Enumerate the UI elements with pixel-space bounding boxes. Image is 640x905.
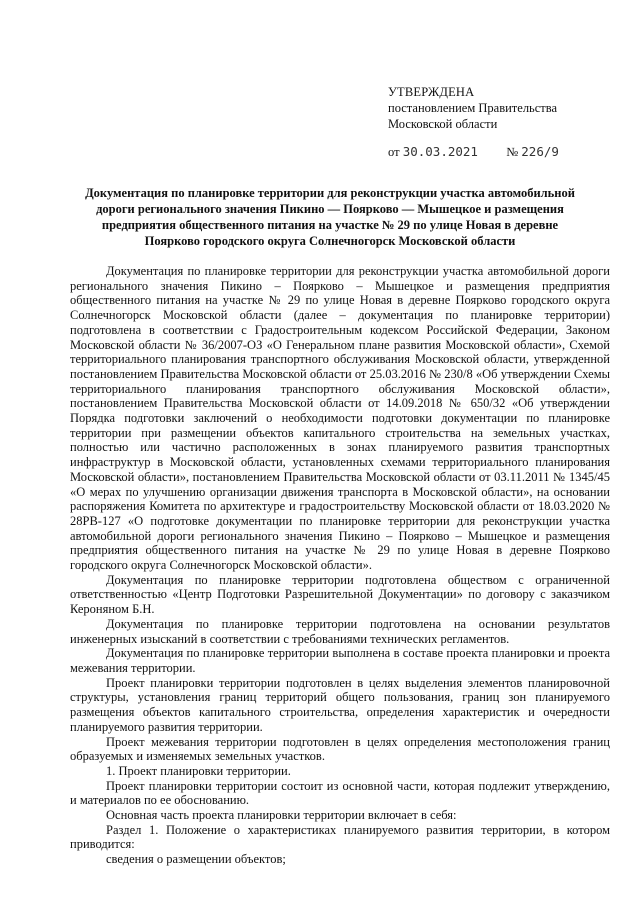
paragraph: Раздел 1. Положение о характеристиках планируемого развития территории, в котором приводится: [70, 822, 610, 852]
paragraph: Основная часть проекта планировки территории включает в себя: [106, 808, 457, 823]
approval-date: 30.03.2021 [402, 144, 478, 159]
paragraph: Документация по планировке территории подготовлена на основании результатов инженерных изысканий в соответствии с требованиями технических регламентов. [70, 616, 610, 646]
date-prefix: от [388, 145, 400, 159]
paragraph: Проект планировки территории подготовлен в целях выделения элементов планировочной структуры, установления границ территорий общего пользования, границ зон планируемого размещения объектов капитального строительства, определения характеристик и очередности планируемого развития территории. [70, 675, 610, 734]
number-prefix: № [506, 145, 519, 159]
document-title: Документация по планировке территории для реконструкции участка автомобильной дороги регионального значения Пикино — Поярково — Мышецкое и размещения предприятия общественного питания на участке № 29 по улице Новая в деревне Поярково городского округа Солнечногорск Московской области [85, 186, 575, 248]
paragraph: Документация по планировке территории для реконструкции участка автомобильной дороги регионального значения Пикино – Поярково – Мышецкое и размещения предприятия общественного питания на участке № 29 по улице Новая в деревне Поярково городского округа Солнечногорск Московской области (далее – документация по планировке территории) подготовлена в соответствии с Градостроительным кодексом Российской Федерации, Законом Московской области № 36/2007-ОЗ «О Генеральном плане развития Московской области», Схемой территориального планирования транспортного обслуживания Московской области, утвержденной постановлением Правительства Московской области от 25.03.2016 № 230/8 «Об утверждении Схемы территориального планирования транспортного обслуживания Московской области», постановлением Правительства Московской области от 14.09.2018 № 650/32 «Об утверждении Порядка подготовки заключений о необходимости подготовки документации по планировке территории при размещении объектов капитального строительства на земельных участках, полностью или частично расположенных в зонах планируемого развития транспортных инфраструктур в Московской области, установленных схемами территориального планирования Московской области», постановлением Правительства Московской области от 03.11.2011 № 1345/45 «О мерах по улучшению организации движения транспорта в Московской области», на основании распоряжения Комитета по архитектуре и градостроительству Московской области от 18.03.2020 № 28РВ-127 «О подготовке документации по планировке территории для реконструкции участка автомобильной дороги регионального значения Пикино – Поярково – Мышецкое и размещения предприятия общественного питания на участке № 29 по улице Новая в деревне Поярково городского округа Солнечногорск Московской области». [70, 264, 610, 573]
paragraph: Документация по планировке территории выполнена в составе проекта планировки и проекта межевания территории. [70, 646, 610, 675]
approval-stamp [388, 84, 559, 160]
document-body [70, 264, 610, 867]
approval-date-line [388, 144, 559, 160]
paragraph: Документация по планировке территории подготовлена обществом с ограниченной ответственностью «Центр Подготовки Разрешительной Документации» по договору с заказчиком Кероняном Б.Н. [70, 572, 610, 617]
paragraph: 1. Проект планировки территории. [106, 763, 291, 778]
approval-line-2: Московской области [388, 117, 498, 131]
paragraph: Проект планировки территории состоит из основной части, которая подлежит утверждению, и материалов по ее обоснованию. [70, 778, 610, 808]
approval-number: 226/9 [521, 144, 559, 159]
approval-heading: УТВЕРЖДЕНА [388, 85, 475, 99]
paragraph: сведения о размещении объектов; [106, 852, 286, 867]
paragraph: Проект межевания территории подготовлен в целях определения местоположения границ образуемых и изменяемых земельных участков. [70, 734, 610, 764]
approval-line-1: постановлением Правительства [388, 101, 558, 115]
